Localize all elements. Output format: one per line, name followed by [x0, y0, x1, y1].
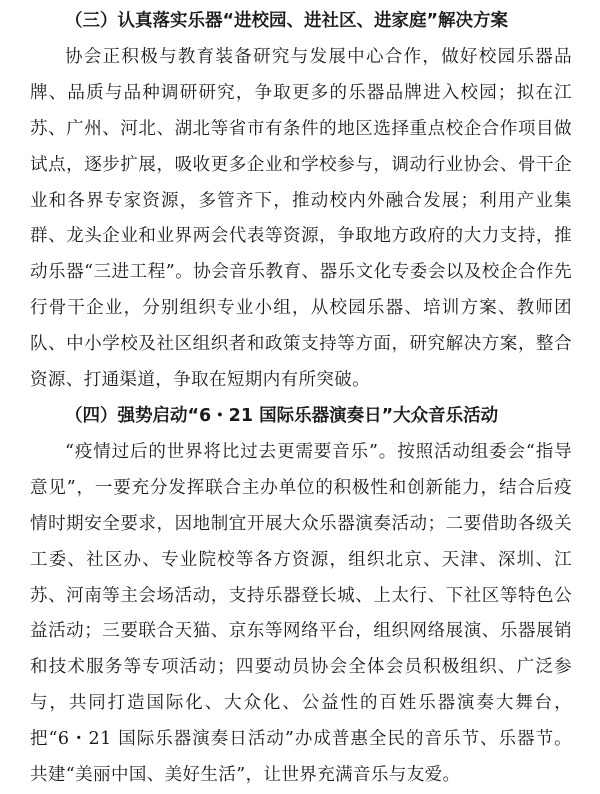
section-4-heading: （四）强势启动“6・21 国际乐器演奏日”大众音乐活动 [65, 405, 499, 426]
section-3-paragraph: 协会正积极与教育装备研究与发展中心合作，做好校园乐器品牌、品质与品种调研研究，争取更多的乐器品牌进入校园；拟在江苏、广州、河北、湖北等省市有条件的地区选择重点校企合作项目做试点，逐步扩展，吸收更多企业和学校参与，调动行业协会、骨干企业和各界专家资源，多管齐下，推动校内外融合发展；利用产业集群、龙头企业和业界两会代表等资源，争取地方政府的大力支持，推动乐器“三进工程”。协会音乐教育、器乐文化专委会以及校企合作先行骨干企业，分别组织专业小组，从校园乐器、培训方案、教师团队、中小学校及社区组织者和政策支持等方面，研究解决方案，整合资源、打通渠道，争取在短期内有所突破。 [30, 46, 572, 391]
section-4-paragraph: “疫情过后的世界将比过去更需要音乐”。按照活动组委会“指导意见”，一要充分发挥联合主办单位的积极性和创新能力，结合后疫情时期安全要求，因地制宜开展大众乐器演奏活动；二要借助各级关工委、社区办、专业院校等各方资源，组织北京、天津、深圳、江苏、河南等主会场活动，支持乐器登长城、上太行、下社区等特色公益活动；三要联合天猫、京东等网络平台，组织网络展演、乐器展销和技术服务等专项活动；四要动员协会全体会员积极组织、广泛参与，共同打造国际化、大众化、公益性的百姓乐器演奏大舞台，把“6・21 国际乐器演奏日活动”办成普惠全民的音乐节、乐器节。共建“美丽中国、美好生活”，让世界充满音乐与友爱。 [30, 441, 572, 786]
section-3-heading: （三）认真落实乐器“进校园、进社区、进家庭”解决方案 [65, 11, 509, 31]
